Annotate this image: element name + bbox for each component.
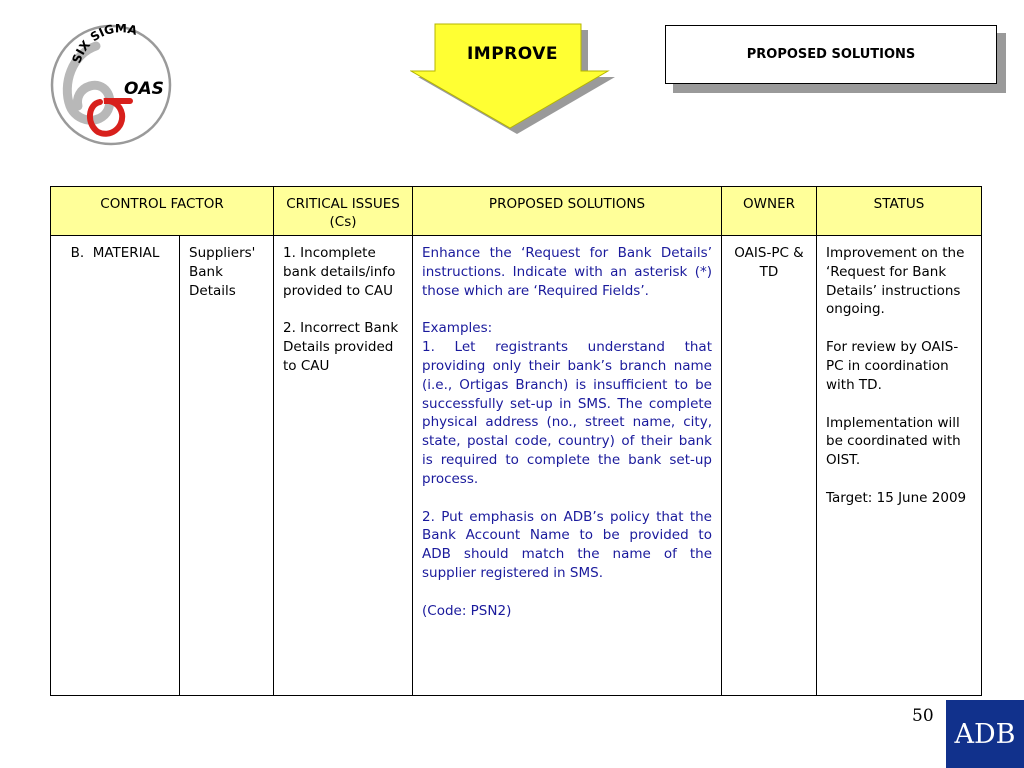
cell-control-factor	[51, 236, 180, 696]
example-2-text: 2. Put emphasis on ADB’s policy that the Bank Account Name to be provided to ADB should match the name of the supplier registered in SMS.	[422, 508, 712, 581]
header-status: STATUS	[817, 187, 982, 236]
logo-top-text: SIX SIGMA	[69, 24, 139, 66]
proposed-solutions-table	[50, 186, 982, 696]
page-number: 50	[912, 706, 934, 726]
six-sigma-oas-logo	[50, 24, 172, 146]
cell-sub-factor	[180, 236, 274, 696]
adb-logo: ADB	[946, 700, 1024, 768]
status-3-text: Implementation will be coordinated with OIST.	[826, 414, 961, 469]
sub-factor-text: Suppliers' Bank Details	[189, 245, 256, 299]
control-factor-text: B. MATERIAL	[70, 245, 160, 261]
issue-2-text: 2. Incorrect Bank Details provided to CAU	[283, 320, 399, 374]
cell-owner	[722, 236, 817, 696]
header-box-title: PROPOSED SOLUTIONS	[665, 25, 997, 84]
header-proposed-solutions: PROPOSED SOLUTIONS	[413, 187, 722, 236]
status-4-text: Target: 15 June 2009	[826, 489, 967, 506]
owner-text: OAIS-PC & TD	[734, 245, 804, 280]
cell-critical-issues	[274, 236, 413, 696]
improve-phase-arrow	[410, 22, 615, 134]
issue-1-text: 1. Incomplete bank details/info provided to CAU	[283, 245, 396, 299]
example-1-text: 1. Let registrants understand that providing only their bank’s branch name (i.e., Ortigas Branch) is insufficient to be successfully set-up in SMS. The complete physical address (no., street name, city, state, postal code, country) of their bank is required to complete the bank set-up process.	[422, 339, 712, 487]
table-header-row	[51, 187, 982, 236]
header-owner: OWNER	[722, 187, 817, 236]
status-2-text: For review by OAIS-PC in coordination with TD.	[826, 339, 959, 393]
header-critical-issues: CRITICAL ISSUES (Cs)	[274, 187, 413, 236]
examples-label: Examples:	[422, 320, 493, 337]
header-control-factor: CONTROL FACTOR	[51, 187, 274, 236]
cell-proposed-solutions	[413, 236, 722, 696]
solution-intro-text: Enhance the ‘Request for Bank Details’ instructions. Indicate with an asterisk (*) those which are ‘Required Fields’.	[422, 245, 712, 299]
table-row	[51, 236, 982, 696]
solution-code-text: (Code: PSN2)	[422, 602, 512, 619]
cell-status	[817, 236, 982, 696]
status-1-text: Improvement on the ‘Request for Bank Details’ instructions ongoing.	[826, 245, 965, 318]
logo-oas-text: OAS	[124, 79, 164, 99]
phase-label: IMPROVE	[466, 44, 559, 64]
